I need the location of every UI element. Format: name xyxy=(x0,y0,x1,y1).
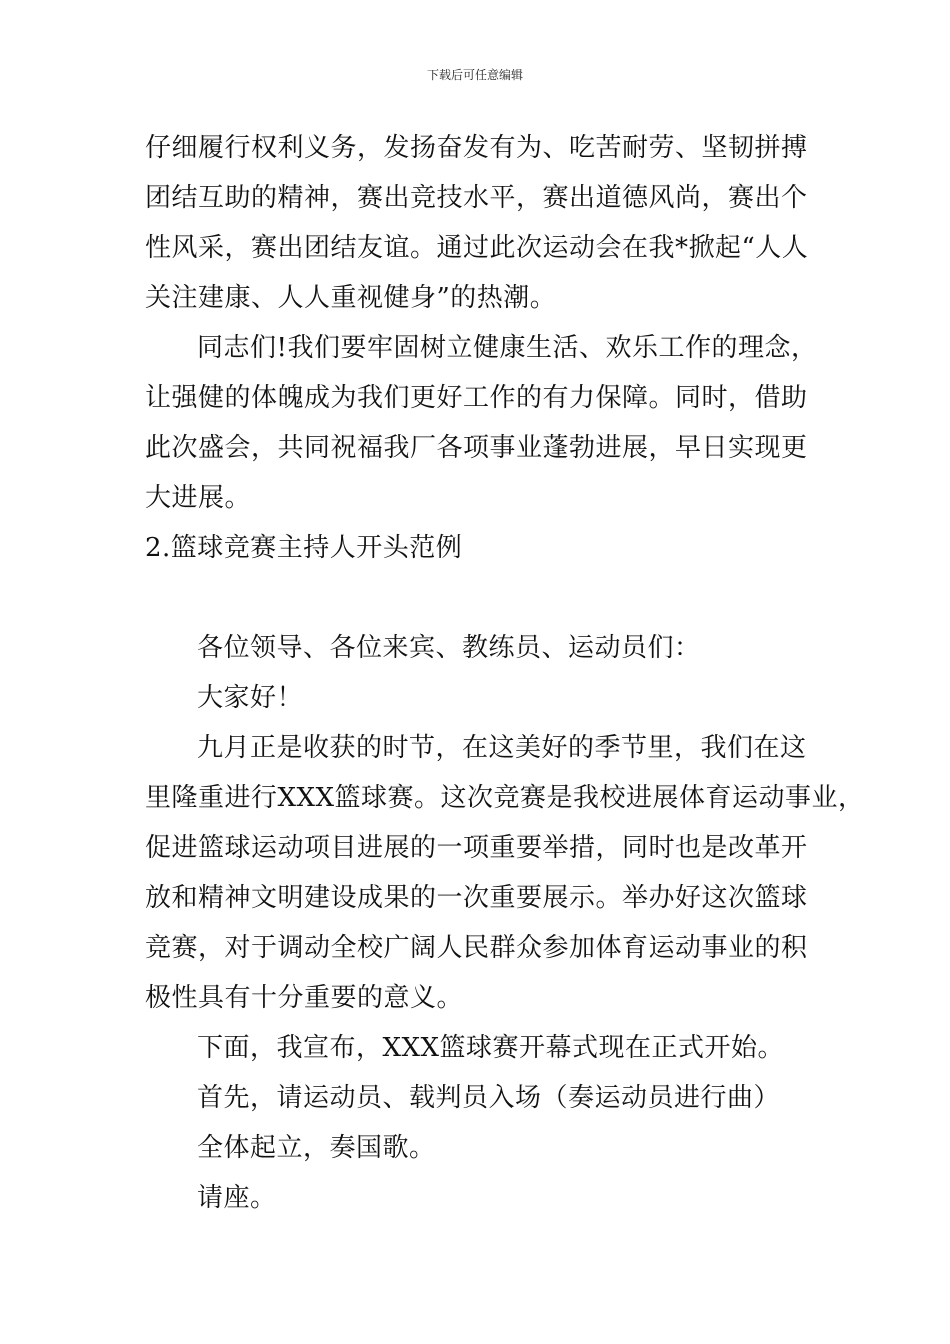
text-line: 此次盛会，共同祝福我厂各项事业蓬勃进展，早日实现更 xyxy=(145,433,808,463)
text-line: 同志们!我们要牢固树立健康生活、欢乐工作的理念， xyxy=(197,333,818,363)
text-line: 促进篮球运动项目进展的一项重要举措，同时也是改革开 xyxy=(145,833,808,863)
text-line: 团结互助的精神，赛出竞技水平，赛出道德风尚，赛出个 xyxy=(145,183,808,213)
page-header: 下载后可任意编辑 xyxy=(426,68,523,82)
text-line: 首先，请运动员、载判员入场（奏运动员进行曲） xyxy=(197,1083,781,1113)
text-line: 性风采，赛出团结友谊。通过此次运动会在我*掀起“人人 xyxy=(145,233,809,263)
text-line: 九月正是收获的时节，在这美好的季节里，我们在这 xyxy=(197,733,807,763)
text-line: 里隆重进行XXX篮球赛。这次竞赛是我校进展体育运动事业， xyxy=(145,783,865,813)
text-line: 下面，我宣布，XXX篮球赛开幕式现在正式开始。 xyxy=(197,1033,785,1063)
text-line: 关注建康、人人重视健身”的热潮。 xyxy=(145,283,557,313)
text-line: 仔细履行权利义务，发扬奋发有为、吃苦耐劳、坚韧拼搏 xyxy=(145,133,808,163)
text-line: 极性具有十分重要的意义。 xyxy=(145,983,464,1013)
text-line: 放和精神文明建设成果的一次重要展示。举办好这次篮球 xyxy=(145,883,808,913)
text-line: 大进展。 xyxy=(145,483,252,513)
text-line: 竞赛，对于调动全校广阔人民群众参加体育运动事业的积 xyxy=(145,933,808,963)
text-line: 各位领导、各位来宾、教练员、运动员们： xyxy=(197,633,701,663)
text-line: 让强健的体魄成为我们更好工作的有力保障。同时，借助 xyxy=(145,383,808,413)
text-line: 大家好！ xyxy=(197,683,304,713)
text-line: 全体起立，奏国歌。 xyxy=(197,1133,436,1163)
section-heading: 2.篮球竞赛主持人开头范例 xyxy=(145,533,463,563)
text-line: 请座。 xyxy=(197,1183,277,1213)
